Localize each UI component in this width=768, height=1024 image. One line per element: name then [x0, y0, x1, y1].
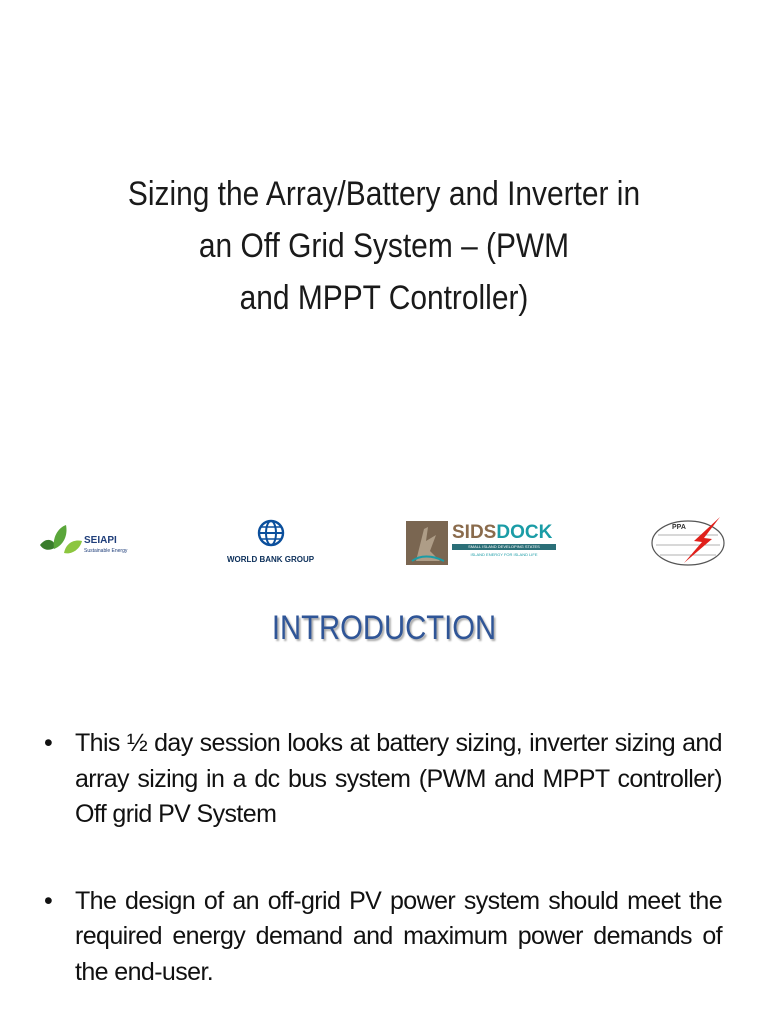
world-bank-name: WORLD BANK GROUP	[227, 555, 315, 564]
seiapi-name: SEIAPI	[84, 535, 117, 546]
lightning-icon	[650, 515, 730, 571]
sids-dock-name	[452, 523, 552, 543]
sids-dock-tagline-1: SMALL ISLAND DEVELOPING STATES	[452, 544, 556, 550]
sids-dock-name-part2: DOCK	[496, 522, 553, 543]
title-line-1: Sizing the Array/Battery and Inverter in	[127, 175, 641, 213]
sids-dock-logo	[406, 521, 556, 571]
sids-dock-tagline-2: ISLAND ENERGY FOR ISLAND LIFE	[470, 552, 538, 557]
title-line-3: and MPPT Controller)	[239, 279, 529, 317]
bullet-text: The design of an off-grid PV power system should meet the required energy demand and maximum power demands of the end-user.	[75, 886, 722, 986]
seiapi-tagline: Sustainable Energy	[84, 548, 128, 554]
list-item	[44, 726, 722, 833]
seiapi-logo	[38, 523, 148, 563]
sids-dock-name-part1: SIDS	[452, 522, 497, 543]
title-line-2: an Off Grid System – (PWM	[198, 227, 570, 265]
introduction-heading: INTRODUCTION	[271, 609, 497, 647]
logo-row	[0, 515, 768, 575]
bullet-list	[44, 726, 722, 990]
bullet-marker: •	[44, 729, 53, 757]
list-item	[44, 884, 722, 991]
ppa-logo	[650, 515, 730, 571]
world-bank-logo	[225, 519, 315, 571]
bullet-text: This ½ day session looks at battery sizing, inverter sizing and array sizing in a dc bus system (PWM and MPPT controller) Off grid PV System	[75, 729, 722, 828]
emblem-icon	[406, 521, 448, 565]
ppa-name: PPA	[672, 524, 686, 531]
bullet-marker: •	[44, 886, 53, 915]
globe-icon	[257, 519, 285, 547]
slide-title	[81, 168, 686, 324]
leaf-icon	[38, 523, 84, 557]
